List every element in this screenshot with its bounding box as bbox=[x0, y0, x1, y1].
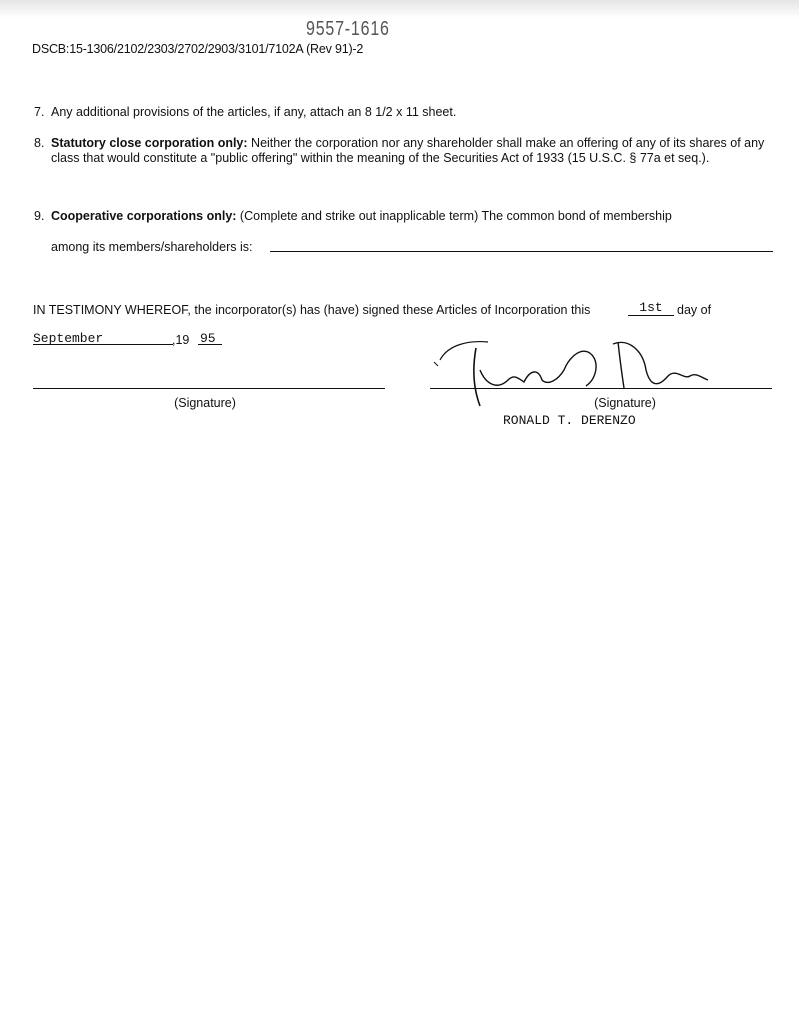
signature-label-left: (Signature) bbox=[174, 396, 236, 410]
day-line bbox=[628, 315, 674, 316]
testimony-month: September bbox=[33, 331, 104, 346]
item-number: 7. bbox=[34, 105, 45, 119]
testimony-day: 1st bbox=[639, 300, 663, 315]
membership-blank-line bbox=[270, 251, 773, 252]
signature-label-right: (Signature) bbox=[594, 396, 656, 410]
month-line bbox=[33, 344, 173, 345]
scan-shadow bbox=[0, 0, 799, 18]
signer-name: RONALD T. DERENZO bbox=[503, 413, 636, 428]
signature-line-right bbox=[430, 388, 772, 389]
form-header: DSCB:15-1306/2102/2303/2702/2903/3101/7102A (Rev 91)-2 bbox=[32, 42, 364, 56]
signature-line-left bbox=[33, 388, 385, 389]
testimony-text: IN TESTIMONY WHEREOF, the incorporator(s) has (have) signed these Articles of Incorporation this bbox=[33, 303, 591, 317]
file-stamp: 9557-1616 bbox=[306, 18, 390, 40]
membership-line-label: among its members/shareholders is: bbox=[51, 240, 253, 254]
year-prefix: ,19 bbox=[172, 333, 190, 347]
item-text: Cooperative corporations only: (Complete and strike out inapplicable term) The common bond of membership bbox=[51, 209, 672, 223]
item-number: 8. bbox=[34, 136, 45, 150]
item-text: Statutory close corporation only: Neither the corporation nor any shareholder shall make an offering of any of its shares of any class that would constitute a "public offering" within the meaning of the Securities Act of 1933 (15 U.S.C. § 77a et seq.). bbox=[51, 136, 765, 165]
testimony-year: 95 bbox=[200, 331, 216, 346]
item-text: Any additional provisions of the articles, if any, attach an 8 1/2 x 11 sheet. bbox=[51, 105, 457, 119]
item-number: 9. bbox=[34, 209, 45, 223]
testimony-day-of: day of bbox=[677, 303, 712, 317]
year-line bbox=[198, 344, 222, 345]
